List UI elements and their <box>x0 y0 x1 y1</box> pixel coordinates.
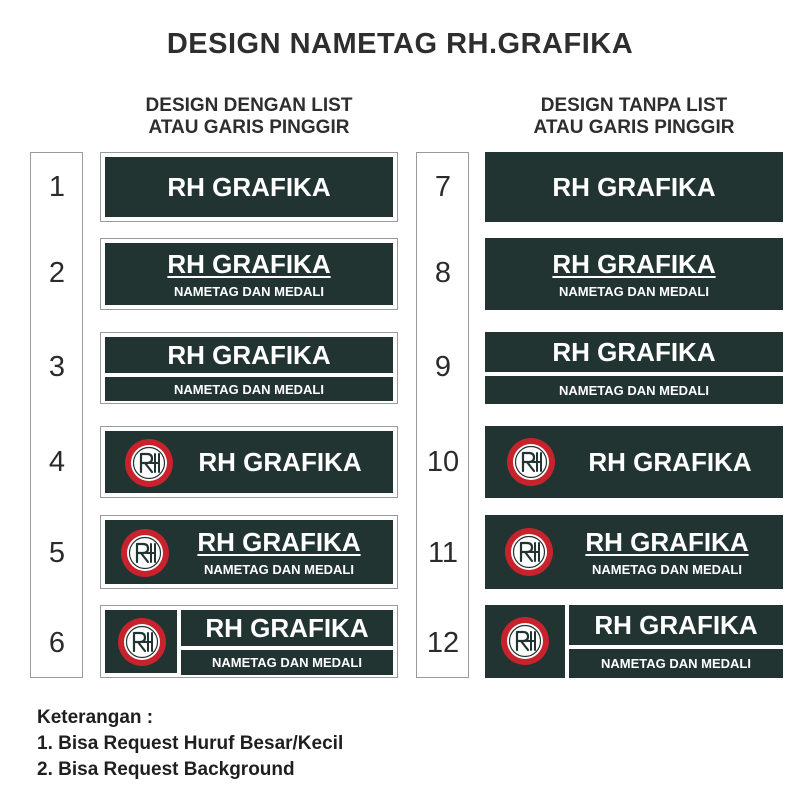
nametag-panel-bottom <box>181 650 393 675</box>
nametag-name: RH GRAFIKA <box>552 172 716 202</box>
nametag-panel-top <box>181 610 393 646</box>
notes <box>37 705 343 783</box>
column-heading-line: DESIGN DENGAN LIST <box>145 95 353 116</box>
design-number: 2 <box>48 257 66 289</box>
design-number: 8 <box>434 257 452 289</box>
design-number: 9 <box>434 351 452 383</box>
design-number: 11 <box>427 537 459 569</box>
nametag-design-2 <box>100 238 398 310</box>
rh-monogram-logo-icon <box>507 438 555 486</box>
nametag-subtitle: NAMETAG DAN MEDALI <box>592 561 742 577</box>
column-heading-line: ATAU GARIS PINGGIR <box>148 117 350 138</box>
nametag-name: RH GRAFIKA <box>594 610 758 640</box>
design-number: 6 <box>48 627 66 659</box>
number-strip-left <box>30 152 83 678</box>
nametag-name: RH GRAFIKA <box>167 248 331 279</box>
nametag-panel-bottom <box>105 377 393 401</box>
notes-item: 2. Bisa Request Background <box>37 759 295 780</box>
rh-monogram-logo-icon <box>501 617 549 665</box>
nametag-name: RH GRAFIKA <box>552 248 716 279</box>
nametag-subtitle: NAMETAG DAN MEDALI <box>601 656 751 671</box>
nametag-name: RH GRAFIKA <box>205 613 369 643</box>
design-number: 1 <box>48 171 66 203</box>
number-strip-right <box>416 152 469 678</box>
notes-heading: Keterangan : <box>37 707 154 728</box>
nametag-panel <box>105 243 393 305</box>
rh-monogram-logo-icon <box>125 439 173 487</box>
design-number: 4 <box>48 446 66 478</box>
nametag-name: RH GRAFIKA <box>588 447 752 477</box>
column-heading-with-border <box>100 95 398 139</box>
design-number: 5 <box>48 537 66 569</box>
rh-monogram-logo-icon <box>505 528 553 576</box>
nametag-panel-top <box>569 605 783 645</box>
nametag-design-7 <box>485 152 783 222</box>
design-number: 10 <box>426 446 460 478</box>
nametag-name: RH GRAFIKA <box>552 337 716 367</box>
nametag-design-9 <box>485 332 783 404</box>
nametag-panel-top <box>105 337 393 373</box>
nametag-subtitle: NAMETAG DAN MEDALI <box>212 655 362 670</box>
nametag-design-4 <box>100 426 398 498</box>
nametag-panel <box>105 157 393 217</box>
nametag-name: RH GRAFIKA <box>197 526 361 557</box>
nametag-name: RH GRAFIKA <box>167 340 331 370</box>
nametag-subtitle: NAMETAG DAN MEDALI <box>559 283 709 299</box>
nametag-panel-top <box>485 332 783 372</box>
nametag-design-6 <box>100 605 398 678</box>
design-number: 3 <box>48 351 66 383</box>
nametag-subtitle: NAMETAG DAN MEDALI <box>559 382 709 398</box>
nametag-design-12 <box>485 605 783 678</box>
rh-monogram-logo-icon <box>121 529 169 577</box>
column-heading-without-border <box>485 95 783 139</box>
nametag-design-8 <box>485 238 783 310</box>
rh-monogram-logo-icon <box>118 618 166 666</box>
nametag-design-3 <box>100 332 398 404</box>
nametag-design-1 <box>100 152 398 222</box>
design-number: 12 <box>426 627 460 659</box>
nametag-subtitle: NAMETAG DAN MEDALI <box>174 283 324 299</box>
column-heading-line: DESIGN TANPA LIST <box>540 95 728 116</box>
notes-item: 1. Bisa Request Huruf Besar/Kecil <box>37 733 344 754</box>
column-heading-line: ATAU GARIS PINGGIR <box>533 117 735 138</box>
nametag-design-5 <box>100 515 398 589</box>
nametag-subtitle: NAMETAG DAN MEDALI <box>174 381 324 397</box>
nametag-subtitle: NAMETAG DAN MEDALI <box>204 561 354 577</box>
page-title: DESIGN NAMETAG RH.GRAFIKA <box>166 28 634 60</box>
nametag-panel-bottom <box>569 649 783 678</box>
nametag-name: RH GRAFIKA <box>167 172 331 202</box>
nametag-design-11 <box>485 515 783 589</box>
nametag-name: RH GRAFIKA <box>198 447 362 477</box>
nametag-name: RH GRAFIKA <box>585 526 749 557</box>
design-number: 7 <box>434 171 452 203</box>
nametag-panel-bottom <box>485 376 783 404</box>
nametag-design-10 <box>485 426 783 498</box>
